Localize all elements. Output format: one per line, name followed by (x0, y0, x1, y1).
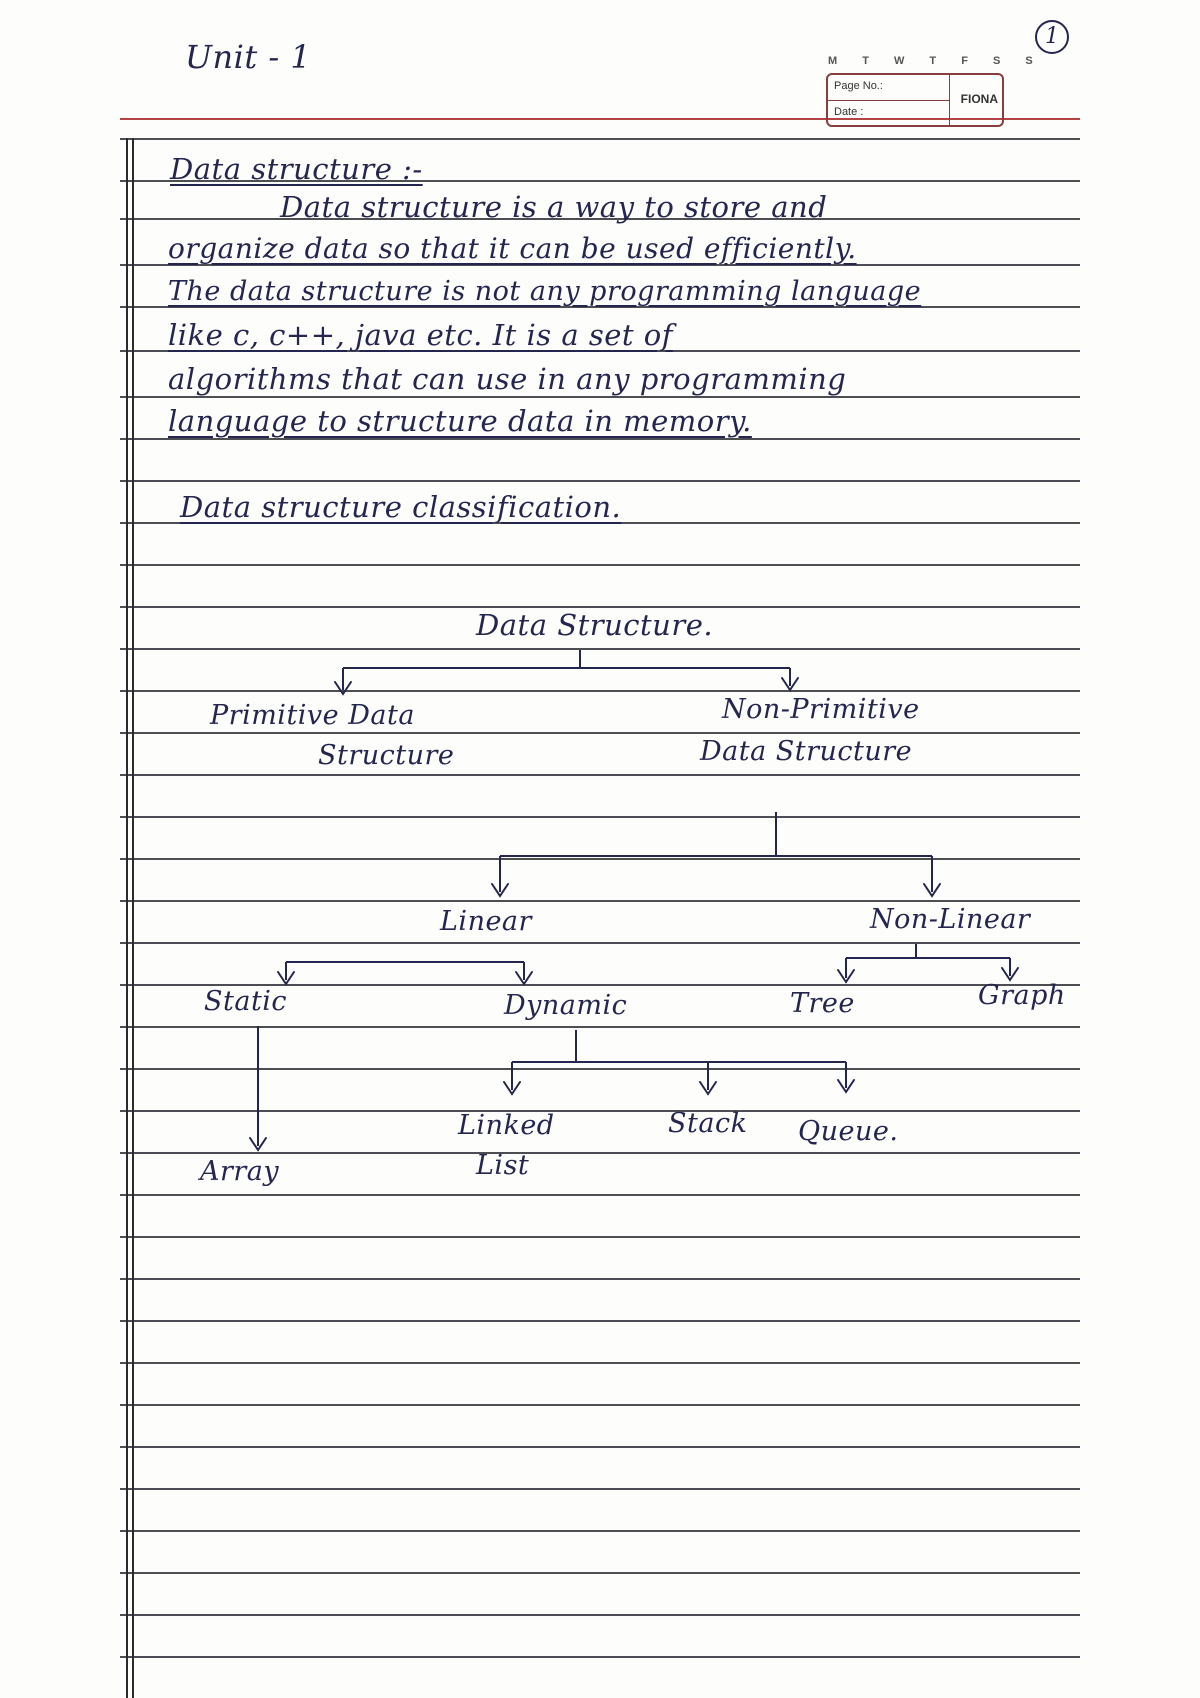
tree-node-linked-list-cont: List (476, 1150, 530, 1181)
tree-node-linear: Linear (440, 906, 532, 937)
note-line: algorithms that can use in any programming (168, 362, 847, 396)
tree-node-array: Array (200, 1156, 280, 1187)
tree-node-queue: Queue. (798, 1116, 899, 1147)
section-heading: Data structure :- (170, 152, 423, 186)
unit-title: Unit - 1 (185, 38, 312, 76)
note-line: like c, c++, java etc. It is a set of (168, 318, 673, 352)
classification-heading: Data structure classification. (180, 490, 622, 524)
tree-node-dynamic: Dynamic (504, 990, 628, 1021)
page-no-label: Page No.: (834, 80, 883, 92)
tree-node-nonprimitive-cont: Data Structure (700, 736, 913, 767)
tree-node-tree: Tree (790, 988, 855, 1019)
note-line: organize data so that it can be used efficiently. (168, 232, 857, 265)
tree-node-root: Data Structure. (476, 608, 714, 642)
brand-name: FIONA (960, 92, 998, 106)
date-label: Date : (834, 106, 864, 118)
tree-node-graph: Graph (978, 980, 1066, 1011)
note-line: language to structure data in memory. (168, 404, 752, 438)
tree-node-static: Static (204, 986, 288, 1017)
tree-node-nonprimitive: Non-Primitive (722, 694, 920, 725)
tree-node-primitive: Primitive Data (210, 700, 415, 731)
tree-node-primitive-cont: Structure (318, 740, 455, 771)
tree-node-nonlinear: Non-Linear (870, 904, 1031, 935)
note-line: Data structure is a way to store and (280, 190, 828, 224)
tree-node-linked-list: Linked (458, 1110, 555, 1141)
weekday-strip: M T W T F S S (828, 55, 1044, 67)
note-line: The data structure is not any programming language (168, 276, 922, 307)
page-number: 1 (1035, 20, 1069, 54)
tree-node-stack: Stack (668, 1108, 748, 1139)
